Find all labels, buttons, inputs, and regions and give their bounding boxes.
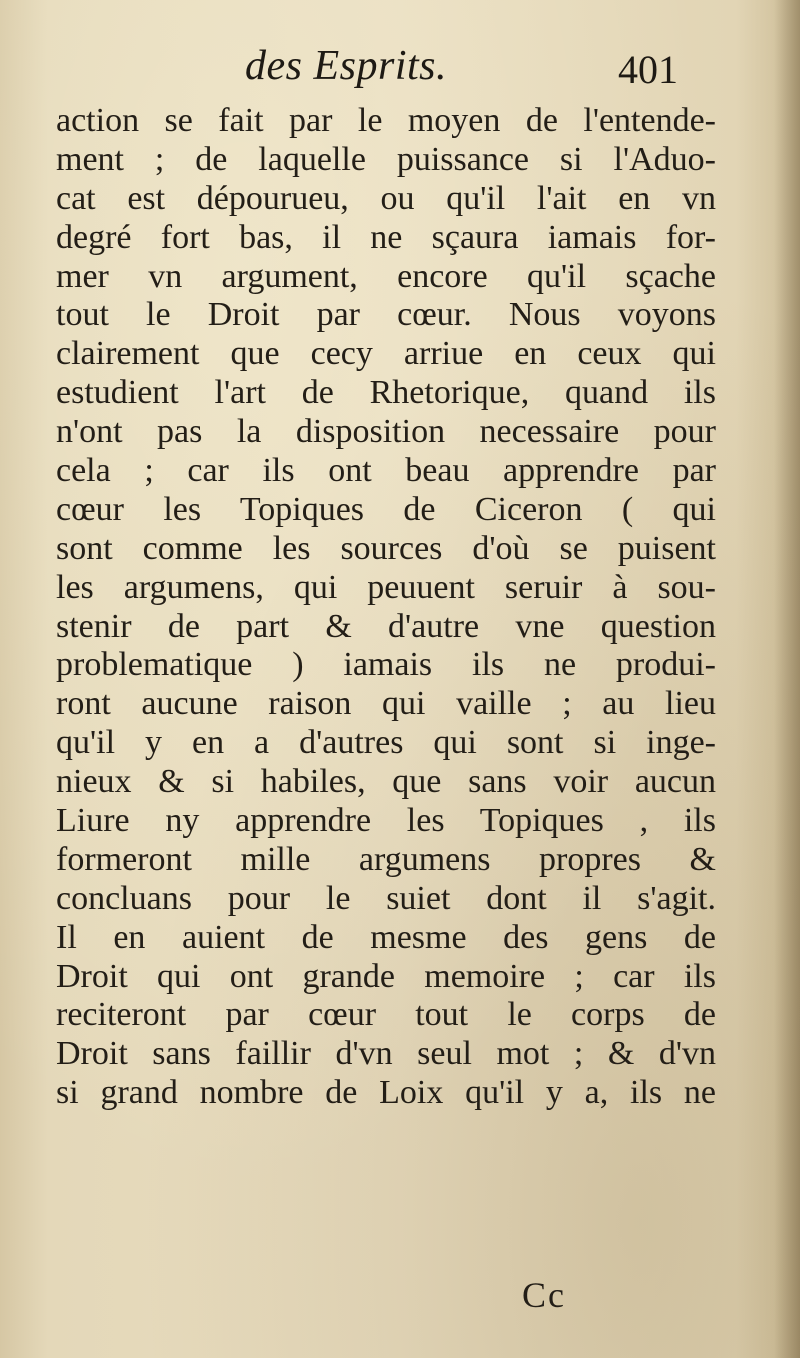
text-line: ront aucune raison qui vaille ; au lieu	[56, 685, 716, 723]
text-line: cela ; car ils ont beau apprendre par	[56, 452, 716, 490]
text-line: nieux & si habiles, que sans voir aucun	[56, 763, 716, 801]
text-line: tout le Droit par cœur. Nous voyons	[56, 296, 716, 334]
page-header	[0, 42, 800, 102]
page-edge-shadow	[774, 0, 800, 1358]
text-line: stenir de part & d'autre vne question	[56, 607, 716, 645]
page-number: 401	[618, 47, 678, 92]
text-line: action se fait par le moyen de l'entende-	[56, 102, 716, 139]
text-line: formeront mille argumens propres &	[56, 840, 716, 878]
text-line: cœur les Topiques de Ciceron ( qui	[56, 490, 716, 528]
text-line: n'ont pas la disposition necessaire pour	[56, 413, 716, 451]
body-text	[56, 102, 716, 1113]
text-line: sont comme les sources d'où se puisent	[56, 529, 716, 567]
text-line: les argumens, qui peuuent seruir à sou-	[56, 568, 716, 606]
text-line: ment ; de laquelle puissance si l'Aduo-	[56, 140, 716, 178]
text-line: mer vn argument, encore qu'il sçache	[56, 257, 716, 295]
text-line: Liure ny apprendre les Topiques , ils	[56, 802, 716, 840]
running-title: des Esprits.	[245, 43, 448, 89]
text-line: cat est dépourueu, ou qu'il l'ait en vn	[56, 179, 716, 217]
text-line: Il en auient de mesme des gens de	[56, 918, 716, 956]
text-line: qu'il y en a d'autres qui sont si inge-	[56, 724, 716, 762]
text-line: si grand nombre de Loix qu'il y a, ils ne	[56, 1074, 716, 1112]
text-line: reciteront par cœur tout le corps de	[56, 996, 716, 1034]
text-line: estudient l'art de Rhetorique, quand ils	[56, 374, 716, 412]
text-line: Droit sans faillir d'vn seul mot ; & d'vn	[56, 1035, 716, 1073]
text-line: clairement que cecy arriue en ceux qui	[56, 335, 716, 373]
text-line: concluans pour le suiet dont il s'agit.	[56, 879, 716, 917]
text-line: degré fort bas, il ne sçaura iamais for-	[56, 218, 716, 256]
text-line: problematique ) iamais ils ne produi-	[56, 646, 716, 684]
text-line: Droit qui ont grande memoire ; car ils	[56, 957, 716, 995]
signature-mark: Cc	[522, 1275, 566, 1315]
